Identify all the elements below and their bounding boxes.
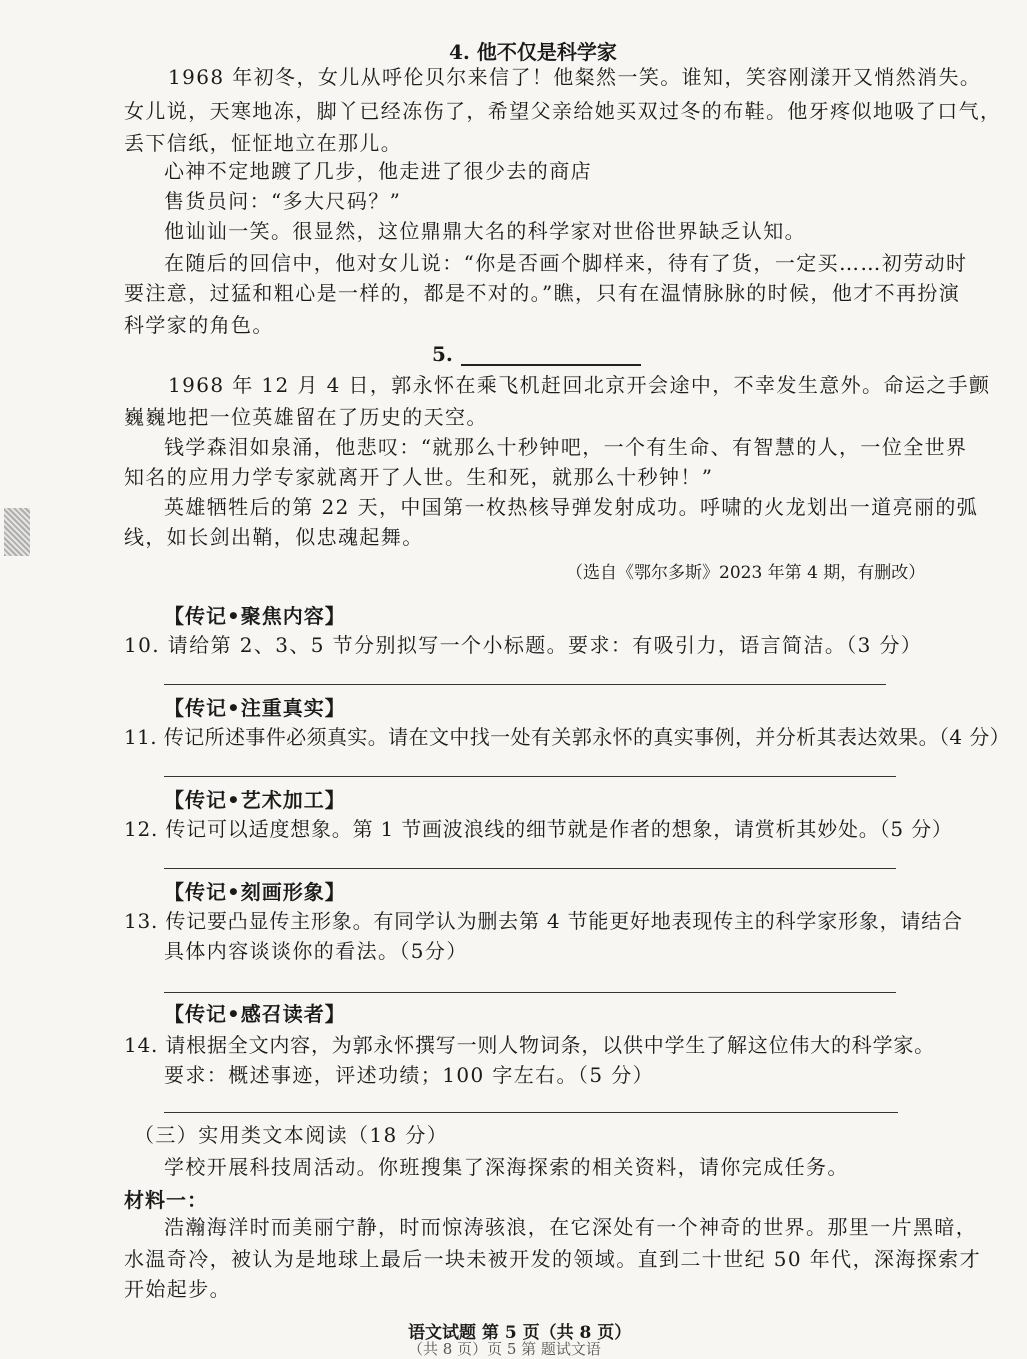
q13-header: 【传记•刻画形象】: [164, 880, 346, 904]
sec4-line-5: 售货员问：“多大尺码？”: [164, 189, 402, 213]
margin-stamp: [4, 508, 30, 556]
section-5-number: 5.: [432, 342, 453, 366]
material-1-line-3: 开始起步。: [124, 1277, 231, 1301]
section-4-title: 4. 他不仅是科学家: [449, 40, 617, 64]
sec5-line-2: 巍巍地把一位英雄留在了历史的天空。: [124, 405, 488, 429]
q12-header: 【传记•艺术加工】: [164, 788, 346, 812]
section-5-title: [432, 342, 641, 366]
sec4-line-8: 要注意，过猛和粗心是一样的，都是不对的。”瞧，只有在温情脉脉的时候，他才不再扮演: [124, 281, 961, 305]
q11-answer-line[interactable]: [164, 776, 896, 777]
sec5-line-4: 知名的应用力学专家就离开了人世。生和死，就那么十秒钟！”: [124, 465, 714, 489]
q11-header: 【传记•注重真实】: [164, 696, 346, 720]
q13-text-cont: 具体内容谈谈你的看法。（5分）: [164, 939, 468, 963]
q12-answer-line[interactable]: [164, 868, 896, 869]
sec4-line-2: 女儿说，天寒地冻，脚丫已经冻伤了，希望父亲给她买双过冬的布鞋。他牙疼似地吸了口气，: [124, 99, 1002, 123]
page-footer-mirror: （共 8 页）页 5 第 题试文语: [408, 1340, 601, 1358]
material-1-line-1: 浩瀚海洋时而美丽宁静，时而惊涛骇浪，在它深处有一个神奇的世界。那里一片黑暗，: [164, 1215, 978, 1239]
q12-text: 12. 传记可以适度想象。第 1 节画波浪线的细节就是作者的想象，请赏析其妙处。（5 分）: [124, 817, 953, 841]
material-1-line-2: 水温奇冷，被认为是地球上最后一块未被开发的领域。直到二十世纪 50 年代，深海探索才: [124, 1247, 981, 1271]
sec5-line-5: 英雄牺牲后的第 22 天，中国第一枚热核导弹发射成功。呼啸的火龙划出一道亮丽的弧: [164, 495, 979, 519]
q14-answer-line[interactable]: [164, 1112, 898, 1113]
q10-header: 【传记•聚焦内容】: [164, 604, 346, 628]
q14-text: 14. 请根据全文内容，为郭永怀撰写一则人物词条，以供中学生了解这位伟大的科学家。: [124, 1033, 935, 1057]
q14-header: 【传记•感召读者】: [164, 1002, 346, 1026]
sec4-line-3: 丢下信纸，怔怔地立在那儿。: [124, 131, 403, 155]
sec4-line-7: 在随后的回信中，他对女儿说：“你是否画个脚样来，待有了货，一定买……初劳动时: [164, 251, 968, 275]
q11-text: 11. 传记所述事件必须真实。请在文中找一处有关郭永怀的真实事例，并分析其表达效果。（4 分）: [124, 725, 1011, 749]
q13-answer-line[interactable]: [164, 992, 896, 993]
part3-intro: 学校开展科技周活动。你班搜集了深海探索的相关资料，请你完成任务。: [164, 1155, 849, 1179]
sec5-line-1: 1968 年 12 月 4 日，郭永怀在乘飞机赶回北京开会途中，不幸发生意外。命运之手颤: [168, 373, 991, 397]
source-citation: （选自《鄂尔多斯》2023 年第 4 期，有删改）: [566, 563, 926, 583]
sec4-line-6: 他讪讪一笑。很显然，这位鼎鼎大名的科学家对世俗世界缺乏认知。: [164, 219, 806, 243]
sec4-line-1: 1968 年初冬，女儿从呼伦贝尔来信了！他粲然一笑。谁知，笑容刚漾开又悄然消失。: [168, 65, 982, 89]
page-footer: 语文试题 第 5 页（共 8 页）: [408, 1323, 632, 1343]
sec5-line-3: 钱学森泪如泉涌，他悲叹：“就那么十秒钟吧，一个有生命、有智慧的人，一位全世界: [164, 435, 968, 459]
sec4-line-4: 心神不定地踱了几步，他走进了很少去的商店: [164, 159, 592, 183]
material-1-label: 材料一：: [124, 1188, 208, 1212]
section-5-title-blank[interactable]: [461, 342, 641, 366]
q10-answer-line[interactable]: [164, 684, 886, 685]
sec4-line-9: 科学家的角色。: [124, 313, 274, 337]
part3-title: （三）实用类文本阅读（18 分）: [134, 1123, 449, 1147]
q10-text: 10. 请给第 2、3、5 节分别拟写一个小标题。要求：有吸引力，语言简洁。（3 分）: [124, 633, 923, 657]
sec5-line-6: 线，如长剑出鞘，似忠魂起舞。: [124, 525, 424, 549]
q14-text-cont: 要求：概述事迹，评述功绩；100 字左右。（5 分）: [164, 1063, 655, 1087]
q13-text: 13. 传记要凸显传主形象。有同学认为删去第 4 节能更好地表现传主的科学家形象，请结合: [124, 909, 963, 933]
